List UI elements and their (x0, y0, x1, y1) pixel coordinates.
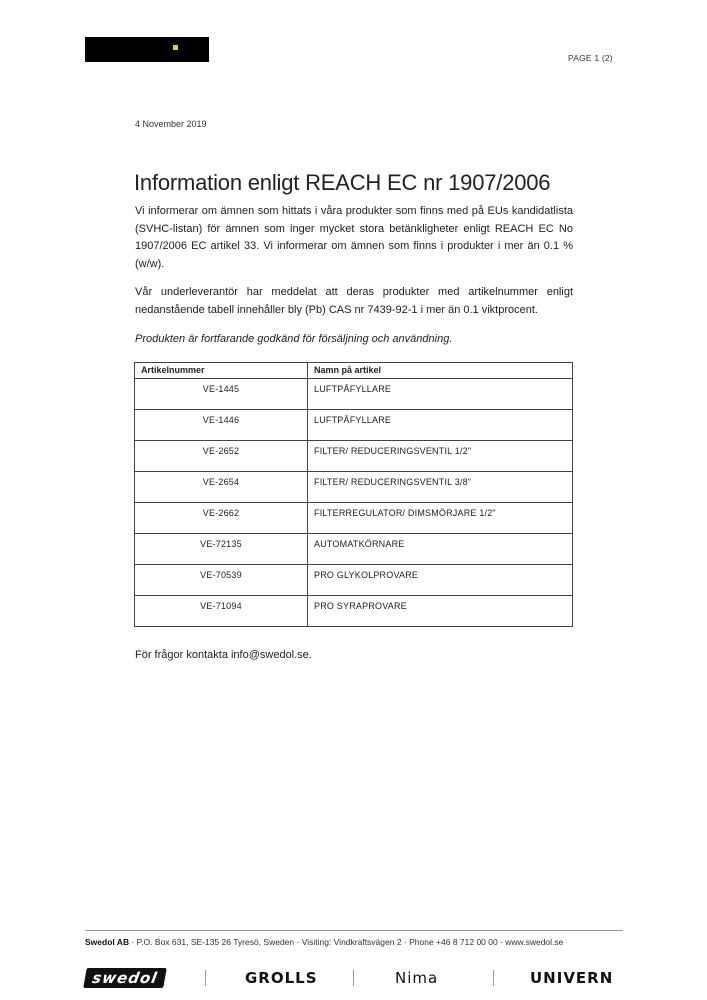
table-row (135, 379, 573, 410)
approval-note: Produkten är fortfarande godkänd för försäljning och användning. (135, 333, 453, 345)
column-header-article-name: Namn på artikel (308, 363, 573, 379)
intro-paragraph: Vi informerar om ämnen som hittats i våra produkter som finns med på EUs kandidatlista (SVHC-listan) för ämnen som inger mycket stora betänkligheter enligt REACH EC No 1907/2006 EC artikel 33. Vi informerar om ämnen som finns i produkter i mer än 0.1 % (w/w). (135, 205, 573, 270)
table-row (135, 596, 573, 627)
article-number: VE-1445 (135, 379, 308, 410)
article-number: VE-2662 (135, 503, 308, 534)
article-name: FILTER/ REDUCERINGSVENTIL 3/8" (308, 472, 573, 503)
table-row (135, 472, 573, 503)
brand-separator (493, 970, 494, 986)
contact-line: För frågor kontakta info@swedol.se. (135, 649, 312, 661)
article-table (134, 362, 573, 627)
brand-strip (85, 968, 623, 988)
article-number: VE-71094 (135, 596, 308, 627)
article-name: FILTERREGULATOR/ DIMSMÖRJARE 1/2" (308, 503, 573, 534)
document-title: Information enligt REACH EC nr 1907/2006 (134, 170, 551, 195)
brand-separator (205, 970, 206, 986)
brand-logo-grolls: GROLLS (245, 969, 318, 987)
table-row (135, 410, 573, 441)
article-name: FILTER/ REDUCERINGSVENTIL 1/2" (308, 441, 573, 472)
article-number: VE-72135 (135, 534, 308, 565)
table-header-row (135, 363, 573, 379)
footer-address (85, 937, 563, 947)
document-date: 4 November 2019 (135, 119, 207, 129)
article-name: PRO SYRAPROVARE (308, 596, 573, 627)
page-number: PAGE 1 (2) (568, 53, 613, 63)
article-name: AUTOMATKÖRNARE (308, 534, 573, 565)
brand-logo-swedol: swedol (83, 968, 167, 988)
brand-separator (353, 970, 354, 986)
column-header-article-number: Artikelnummer (135, 363, 308, 379)
footer-address-text: · P.O. Box 631, SE-135 26 Tyresö, Sweden · Visiting: Vindkraftsvägen 2 · Phone +46 8 712 00 00 · www.swedol.se (129, 937, 564, 947)
brand-logo-univern: UNIVERN (530, 969, 614, 987)
footer-divider (85, 930, 623, 931)
article-name: LUFTPÅFYLLARE (308, 410, 573, 441)
article-name: PRO GLYKOLPROVARE (308, 565, 573, 596)
article-number: VE-2652 (135, 441, 308, 472)
article-number: VE-2654 (135, 472, 308, 503)
article-number: VE-70539 (135, 565, 308, 596)
table-row (135, 534, 573, 565)
logo-accent-dot (173, 45, 178, 50)
footer-company: Swedol AB (85, 937, 130, 947)
table-row (135, 441, 573, 472)
supplier-paragraph: Vår underleverantör har meddelat att deras produkter med artikelnummer enligt nedanstående tabell innehåller bly (Pb) CAS nr 7439-92-1 i mer än 0.1 viktprocent. (135, 286, 573, 316)
article-number: VE-1446 (135, 410, 308, 441)
brand-logo-nima: Nima (395, 969, 439, 987)
table-row (135, 565, 573, 596)
article-name: LUFTPÅFYLLARE (308, 379, 573, 410)
table-row (135, 503, 573, 534)
company-logo (85, 37, 209, 62)
